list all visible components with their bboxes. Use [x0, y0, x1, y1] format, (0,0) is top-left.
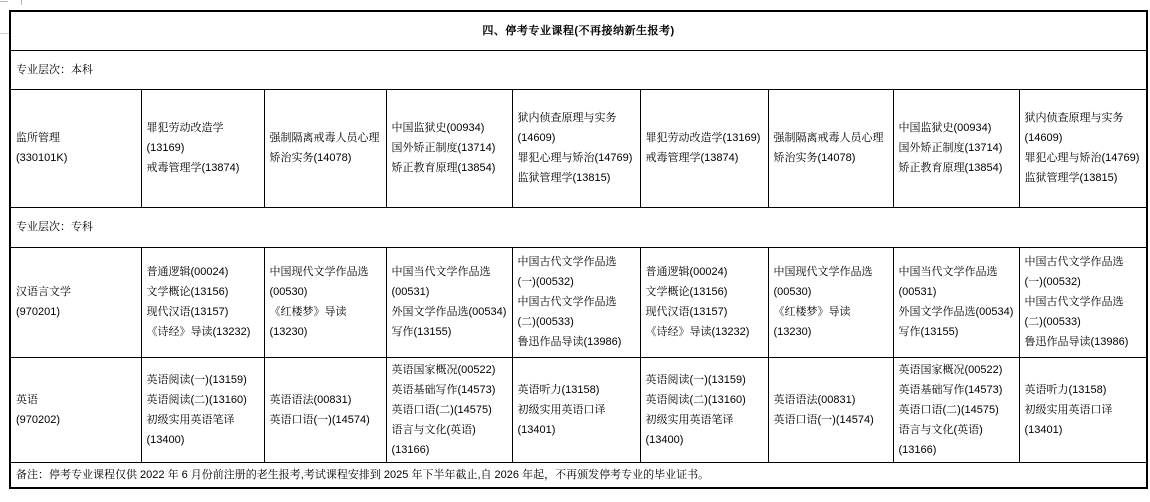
cell-text-line: 中国古代文学作品选(一)(00532)	[1024, 256, 1124, 288]
cell-text-line: 英语口语(一)(14574)	[773, 413, 874, 426]
cell-text-line: 现代汉语(13157)	[645, 306, 728, 318]
cell-text-line: 中国当代文学作品选(00531)	[898, 266, 998, 298]
section-header-zhuanke: 专业层次：专科	[10, 207, 1147, 247]
cell-text-line: 中国现代文学作品选(00530)	[269, 266, 369, 298]
cell-text-line: 鲁迅作品导读(13986)	[517, 336, 622, 348]
cell-text-line: 英语基础写作(14573)	[391, 383, 496, 396]
course-cell	[141, 357, 264, 462]
cell-text-line: 中国当代文学作品选(00531)	[391, 266, 491, 298]
cell-text-line: 中国古代文学作品选(二)(00533)	[1024, 296, 1124, 328]
course-cell	[512, 89, 640, 207]
cell-text-line: 国外矫正制度(13714)	[898, 142, 1003, 154]
cell-text-line: 写作(13155)	[898, 326, 959, 338]
cell-text-line: (970201)	[16, 306, 61, 318]
specialty-cell	[10, 247, 141, 357]
cell-text-line: 矫正教育原理(13854)	[391, 162, 496, 174]
gridline-artifact	[0, 33, 9, 34]
cell-text-line: 外国文学作品选(00534)	[391, 306, 507, 318]
course-cell	[1019, 247, 1147, 357]
course-cell	[768, 357, 893, 462]
cell-text-line: 《红楼梦》导读(13230)	[773, 306, 851, 338]
specialty-cell	[10, 89, 141, 207]
cell-text-line: 现代汉语(13157)	[146, 306, 229, 318]
suspended-courses-table	[9, 10, 1148, 489]
cell-text-line: 写作(13155)	[391, 326, 452, 338]
course-cell	[893, 357, 1019, 462]
course-cell	[386, 357, 512, 462]
gridline-artifact	[21, 0, 22, 5]
course-cell	[1019, 89, 1147, 207]
title-row	[10, 11, 1147, 50]
cell-text-line: 英语口语(二)(14575)	[898, 403, 999, 416]
course-cell	[141, 247, 264, 357]
note-row	[10, 462, 1147, 488]
cell-text-line: 语言与文化(英语)(13166)	[898, 423, 983, 456]
cell-text-line: 普通逻辑(00024)	[146, 266, 229, 278]
cell-text-line: 狱内侦查原理与实务(14609)	[1024, 112, 1124, 144]
course-cell	[512, 247, 640, 357]
cell-text-line: 监所管理	[16, 132, 60, 144]
course-cell	[386, 247, 512, 357]
course-cell	[1019, 357, 1147, 462]
course-cell	[640, 357, 768, 462]
cell-text-line: 狱内侦查原理与实务(14609)	[517, 112, 617, 144]
course-cell	[640, 247, 768, 357]
table-row-hanyuyan	[10, 247, 1147, 357]
course-cell	[768, 89, 893, 207]
course-cell	[264, 357, 386, 462]
cell-text-line: 英语听力(13158)	[517, 383, 600, 396]
cell-text-line: 戒毒管理学(13874)	[146, 162, 240, 174]
cell-text-line: 罪犯心理与矫治(14769)	[1024, 152, 1140, 164]
specialty-cell	[10, 357, 141, 462]
cell-text-line: 初级实用英语笔译(13400)	[146, 413, 235, 446]
course-cell	[141, 89, 264, 207]
cell-text-line: 文学概论(13156)	[146, 286, 229, 298]
section-header-row-benke	[10, 50, 1147, 89]
cell-text-line: 汉语言文学	[16, 286, 71, 298]
course-cell	[640, 89, 768, 207]
cell-text-line: 强制隔离戒毒人员心理矫治实务(14078)	[773, 132, 884, 164]
cell-text-line: 《诗经》导读(13232)	[146, 326, 251, 338]
cell-text-line: 英语国家概况(00522)	[898, 363, 1003, 376]
cell-text-line: 英语基础写作(14573)	[898, 383, 1003, 396]
cell-text-line: 中国古代文学作品选(一)(00532)	[517, 256, 617, 288]
cell-text-line: 罪犯劳动改造学(13169)	[645, 132, 761, 144]
cell-text-line: 罪犯劳动改造学(13169)	[146, 122, 224, 154]
cell-text-line: 英语	[16, 393, 38, 406]
cell-text-line: 英语阅读(二)(13160)	[645, 393, 746, 406]
cell-text-line: 初级实用英语笔译(13400)	[645, 413, 734, 446]
cell-text-line: 《红楼梦》导读(13230)	[269, 306, 347, 338]
cell-text-line: 外国文学作品选(00534)	[898, 306, 1014, 318]
cell-text-line: 罪犯心理与矫治(14769)	[517, 152, 633, 164]
cell-text-line: 监狱管理学(13815)	[517, 172, 611, 184]
cell-text-line: 英语阅读(一)(13159)	[146, 373, 247, 386]
cell-text-line: (970202)	[16, 413, 61, 426]
cell-text-line: 中国监狱史(00934)	[898, 122, 992, 134]
table-row-jiansuoguanli	[10, 89, 1147, 207]
cell-text-line: 语言与文化(英语)(13166)	[391, 423, 476, 456]
section-header-benke: 专业层次：本科	[10, 50, 1147, 89]
course-cell	[386, 89, 512, 207]
cell-text-line: 监狱管理学(13815)	[1024, 172, 1118, 184]
course-cell	[893, 247, 1019, 357]
cell-text-line: 文学概论(13156)	[645, 286, 728, 298]
section-header-row-zhuanke	[10, 207, 1147, 247]
cell-text-line: 英语阅读(一)(13159)	[645, 373, 746, 386]
cell-text-line: 中国古代文学作品选(二)(00533)	[517, 296, 617, 328]
course-cell	[264, 89, 386, 207]
cell-text-line: 矫正教育原理(13854)	[898, 162, 1003, 174]
note-text: 备注：停考专业课程仅供 2022 年 6 月份前注册的老生报考,考试课程安排到 2025 年下半年截止,自 2026 年起，不再颁发停考专业的毕业证书。	[10, 462, 1147, 488]
cell-text-line: 英语口语(一)(14574)	[269, 413, 370, 426]
table-row-yingyu	[10, 357, 1147, 462]
cell-text-line: 英语听力(13158)	[1024, 383, 1107, 396]
cell-text-line: 国外矫正制度(13714)	[391, 142, 496, 154]
gridline-artifact	[0, 1, 8, 2]
cell-text-line: 英语口语(二)(14575)	[391, 403, 492, 416]
cell-text-line: 戒毒管理学(13874)	[645, 152, 739, 164]
cell-text-line: 普通逻辑(00024)	[645, 266, 728, 278]
cell-text-line: 英语语法(00831)	[773, 393, 856, 406]
cell-text-line: (330101K)	[16, 152, 68, 164]
cell-text-line: 英语语法(00831)	[269, 393, 352, 406]
cell-text-line: 强制隔离戒毒人员心理矫治实务(14078)	[269, 132, 380, 164]
course-cell	[893, 89, 1019, 207]
course-cell	[264, 247, 386, 357]
cell-text-line: 英语阅读(二)(13160)	[146, 393, 247, 406]
table-title: 四、停考专业课程(不再接纳新生报考)	[10, 11, 1147, 50]
course-cell	[768, 247, 893, 357]
cell-text-line: 《诗经》导读(13232)	[645, 326, 750, 338]
cell-text-line: 中国现代文学作品选(00530)	[773, 266, 873, 298]
cell-text-line: 初级实用英语口译(13401)	[1024, 403, 1113, 436]
cell-text-line: 中国监狱史(00934)	[391, 122, 485, 134]
cell-text-line: 初级实用英语口译(13401)	[517, 403, 606, 436]
course-cell	[512, 357, 640, 462]
cell-text-line: 鲁迅作品导读(13986)	[1024, 336, 1129, 348]
cell-text-line: 英语国家概况(00522)	[391, 363, 496, 376]
